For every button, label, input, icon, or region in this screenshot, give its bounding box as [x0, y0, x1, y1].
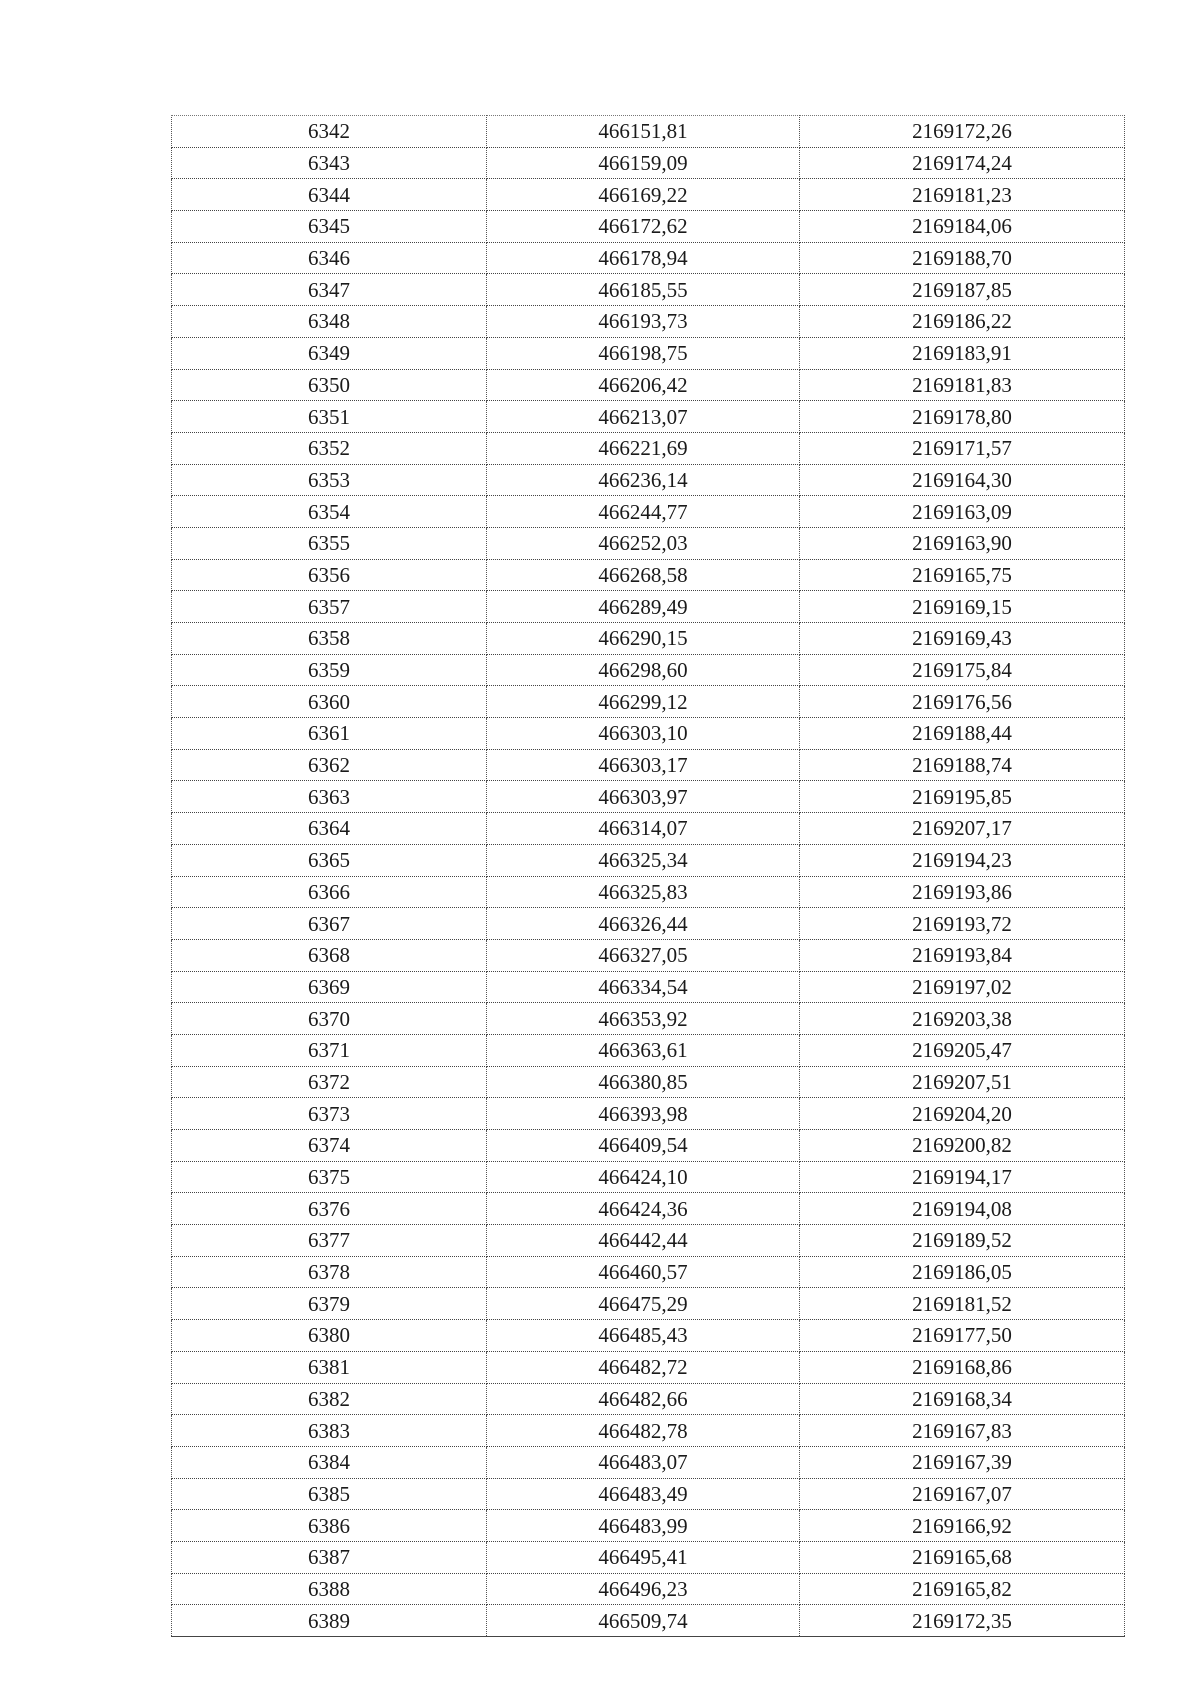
- x-coordinate-cell: 466334,54: [487, 971, 800, 1003]
- y-coordinate-cell: 2169205,47: [800, 1034, 1125, 1066]
- table-row: [172, 306, 1125, 338]
- table-row: [172, 1320, 1125, 1352]
- y-coordinate-cell: 2169178,80: [800, 401, 1125, 433]
- table-row: [172, 1510, 1125, 1542]
- table-row: [172, 623, 1125, 655]
- table-row: [172, 496, 1125, 528]
- y-coordinate-cell: 2169197,02: [800, 971, 1125, 1003]
- x-coordinate-cell: 466289,49: [487, 591, 800, 623]
- table-row: [172, 1066, 1125, 1098]
- table-row: [172, 844, 1125, 876]
- x-coordinate-cell: 466475,29: [487, 1288, 800, 1320]
- point-number-cell: 6359: [172, 654, 487, 686]
- y-coordinate-cell: 2169172,26: [800, 116, 1125, 148]
- y-coordinate-cell: 2169167,39: [800, 1446, 1125, 1478]
- point-number-cell: 6367: [172, 908, 487, 940]
- x-coordinate-cell: 466303,97: [487, 781, 800, 813]
- point-number-cell: 6360: [172, 686, 487, 718]
- point-number-cell: 6351: [172, 401, 487, 433]
- point-number-cell: 6365: [172, 844, 487, 876]
- x-coordinate-cell: 466485,43: [487, 1320, 800, 1352]
- x-coordinate-cell: 466483,49: [487, 1478, 800, 1510]
- point-number-cell: 6347: [172, 274, 487, 306]
- y-coordinate-cell: 2169168,86: [800, 1351, 1125, 1383]
- x-coordinate-cell: 466509,74: [487, 1605, 800, 1637]
- table-row: [172, 1098, 1125, 1130]
- y-coordinate-cell: 2169168,34: [800, 1383, 1125, 1415]
- y-coordinate-cell: 2169207,51: [800, 1066, 1125, 1098]
- point-number-cell: 6348: [172, 306, 487, 338]
- table-row: [172, 242, 1125, 274]
- x-coordinate-cell: 466213,07: [487, 401, 800, 433]
- table-row: [172, 432, 1125, 464]
- point-number-cell: 6355: [172, 527, 487, 559]
- y-coordinate-cell: 2169184,06: [800, 211, 1125, 243]
- point-number-cell: 6346: [172, 242, 487, 274]
- x-coordinate-cell: 466252,03: [487, 527, 800, 559]
- x-coordinate-cell: 466325,34: [487, 844, 800, 876]
- table-row: [172, 1161, 1125, 1193]
- table-row: [172, 971, 1125, 1003]
- x-coordinate-cell: 466327,05: [487, 939, 800, 971]
- table-row: [172, 1003, 1125, 1035]
- x-coordinate-cell: 466495,41: [487, 1541, 800, 1573]
- table-row: [172, 1573, 1125, 1605]
- point-number-cell: 6371: [172, 1034, 487, 1066]
- table-row: [172, 401, 1125, 433]
- y-coordinate-cell: 2169169,15: [800, 591, 1125, 623]
- y-coordinate-cell: 2169163,09: [800, 496, 1125, 528]
- y-coordinate-cell: 2169166,92: [800, 1510, 1125, 1542]
- table-row: [172, 1193, 1125, 1225]
- table-row: [172, 591, 1125, 623]
- point-number-cell: 6361: [172, 718, 487, 750]
- x-coordinate-cell: 466326,44: [487, 908, 800, 940]
- x-coordinate-cell: 466496,23: [487, 1573, 800, 1605]
- x-coordinate-cell: 466442,44: [487, 1225, 800, 1257]
- y-coordinate-cell: 2169194,17: [800, 1161, 1125, 1193]
- x-coordinate-cell: 466424,36: [487, 1193, 800, 1225]
- table-row: [172, 813, 1125, 845]
- point-number-cell: 6379: [172, 1288, 487, 1320]
- x-coordinate-cell: 466290,15: [487, 623, 800, 655]
- y-coordinate-cell: 2169207,17: [800, 813, 1125, 845]
- point-number-cell: 6387: [172, 1541, 487, 1573]
- x-coordinate-cell: 466409,54: [487, 1130, 800, 1162]
- x-coordinate-cell: 466193,73: [487, 306, 800, 338]
- x-coordinate-cell: 466325,83: [487, 876, 800, 908]
- coordinates-table: [171, 115, 1125, 1637]
- table-row: [172, 1415, 1125, 1447]
- y-coordinate-cell: 2169193,84: [800, 939, 1125, 971]
- y-coordinate-cell: 2169171,57: [800, 432, 1125, 464]
- table-row: [172, 1225, 1125, 1257]
- table-row: [172, 939, 1125, 971]
- x-coordinate-cell: 466206,42: [487, 369, 800, 401]
- y-coordinate-cell: 2169164,30: [800, 464, 1125, 496]
- x-coordinate-cell: 466169,22: [487, 179, 800, 211]
- point-number-cell: 6368: [172, 939, 487, 971]
- table-row: [172, 1256, 1125, 1288]
- y-coordinate-cell: 2169186,22: [800, 306, 1125, 338]
- table-row: [172, 274, 1125, 306]
- y-coordinate-cell: 2169194,23: [800, 844, 1125, 876]
- y-coordinate-cell: 2169174,24: [800, 147, 1125, 179]
- y-coordinate-cell: 2169165,68: [800, 1541, 1125, 1573]
- table-row: [172, 369, 1125, 401]
- y-coordinate-cell: 2169169,43: [800, 623, 1125, 655]
- table-row: [172, 1605, 1125, 1637]
- y-coordinate-cell: 2169200,82: [800, 1130, 1125, 1162]
- x-coordinate-cell: 466363,61: [487, 1034, 800, 1066]
- point-number-cell: 6388: [172, 1573, 487, 1605]
- x-coordinate-cell: 466198,75: [487, 337, 800, 369]
- x-coordinate-cell: 466482,66: [487, 1383, 800, 1415]
- y-coordinate-cell: 2169165,75: [800, 559, 1125, 591]
- point-number-cell: 6370: [172, 1003, 487, 1035]
- x-coordinate-cell: 466299,12: [487, 686, 800, 718]
- x-coordinate-cell: 466424,10: [487, 1161, 800, 1193]
- table-row: [172, 1130, 1125, 1162]
- x-coordinate-cell: 466236,14: [487, 464, 800, 496]
- point-number-cell: 6377: [172, 1225, 487, 1257]
- y-coordinate-cell: 2169187,85: [800, 274, 1125, 306]
- y-coordinate-cell: 2169181,83: [800, 369, 1125, 401]
- x-coordinate-cell: 466303,10: [487, 718, 800, 750]
- table-row: [172, 1034, 1125, 1066]
- table-row: [172, 559, 1125, 591]
- table-row: [172, 179, 1125, 211]
- x-coordinate-cell: 466172,62: [487, 211, 800, 243]
- table-row: [172, 147, 1125, 179]
- point-number-cell: 6366: [172, 876, 487, 908]
- x-coordinate-cell: 466353,92: [487, 1003, 800, 1035]
- point-number-cell: 6376: [172, 1193, 487, 1225]
- point-number-cell: 6345: [172, 211, 487, 243]
- x-coordinate-cell: 466303,17: [487, 749, 800, 781]
- x-coordinate-cell: 466314,07: [487, 813, 800, 845]
- point-number-cell: 6382: [172, 1383, 487, 1415]
- point-number-cell: 6344: [172, 179, 487, 211]
- y-coordinate-cell: 2169167,07: [800, 1478, 1125, 1510]
- table-row: [172, 527, 1125, 559]
- point-number-cell: 6356: [172, 559, 487, 591]
- point-number-cell: 6369: [172, 971, 487, 1003]
- x-coordinate-cell: 466178,94: [487, 242, 800, 274]
- table-row: [172, 464, 1125, 496]
- x-coordinate-cell: 466244,77: [487, 496, 800, 528]
- point-number-cell: 6343: [172, 147, 487, 179]
- point-number-cell: 6375: [172, 1161, 487, 1193]
- point-number-cell: 6354: [172, 496, 487, 528]
- y-coordinate-cell: 2169188,74: [800, 749, 1125, 781]
- x-coordinate-cell: 466151,81: [487, 116, 800, 148]
- x-coordinate-cell: 466483,99: [487, 1510, 800, 1542]
- x-coordinate-cell: 466460,57: [487, 1256, 800, 1288]
- y-coordinate-cell: 2169189,52: [800, 1225, 1125, 1257]
- point-number-cell: 6378: [172, 1256, 487, 1288]
- point-number-cell: 6384: [172, 1446, 487, 1478]
- y-coordinate-cell: 2169186,05: [800, 1256, 1125, 1288]
- point-number-cell: 6389: [172, 1605, 487, 1637]
- table-row: [172, 1288, 1125, 1320]
- point-number-cell: 6352: [172, 432, 487, 464]
- table-row: [172, 1383, 1125, 1415]
- x-coordinate-cell: 466483,07: [487, 1446, 800, 1478]
- y-coordinate-cell: 2169167,83: [800, 1415, 1125, 1447]
- y-coordinate-cell: 2169176,56: [800, 686, 1125, 718]
- point-number-cell: 6362: [172, 749, 487, 781]
- x-coordinate-cell: 466159,09: [487, 147, 800, 179]
- point-number-cell: 6381: [172, 1351, 487, 1383]
- x-coordinate-cell: 466221,69: [487, 432, 800, 464]
- table-row: [172, 718, 1125, 750]
- y-coordinate-cell: 2169163,90: [800, 527, 1125, 559]
- y-coordinate-cell: 2169183,91: [800, 337, 1125, 369]
- point-number-cell: 6363: [172, 781, 487, 813]
- y-coordinate-cell: 2169193,86: [800, 876, 1125, 908]
- y-coordinate-cell: 2169175,84: [800, 654, 1125, 686]
- table-row: [172, 686, 1125, 718]
- table-row: [172, 781, 1125, 813]
- table-row: [172, 654, 1125, 686]
- table-row: [172, 211, 1125, 243]
- y-coordinate-cell: 2169181,23: [800, 179, 1125, 211]
- table-row: [172, 876, 1125, 908]
- y-coordinate-cell: 2169194,08: [800, 1193, 1125, 1225]
- point-number-cell: 6358: [172, 623, 487, 655]
- y-coordinate-cell: 2169188,44: [800, 718, 1125, 750]
- point-number-cell: 6342: [172, 116, 487, 148]
- y-coordinate-cell: 2169195,85: [800, 781, 1125, 813]
- x-coordinate-cell: 466268,58: [487, 559, 800, 591]
- point-number-cell: 6374: [172, 1130, 487, 1162]
- table-row: [172, 1541, 1125, 1573]
- x-coordinate-cell: 466482,78: [487, 1415, 800, 1447]
- table-row: [172, 1351, 1125, 1383]
- point-number-cell: 6383: [172, 1415, 487, 1447]
- y-coordinate-cell: 2169204,20: [800, 1098, 1125, 1130]
- point-number-cell: 6386: [172, 1510, 487, 1542]
- table-row: [172, 749, 1125, 781]
- y-coordinate-cell: 2169181,52: [800, 1288, 1125, 1320]
- x-coordinate-cell: 466185,55: [487, 274, 800, 306]
- x-coordinate-cell: 466380,85: [487, 1066, 800, 1098]
- point-number-cell: 6385: [172, 1478, 487, 1510]
- point-number-cell: 6364: [172, 813, 487, 845]
- point-number-cell: 6353: [172, 464, 487, 496]
- coordinates-table-body: [172, 116, 1125, 1637]
- table-row: [172, 116, 1125, 148]
- point-number-cell: 6380: [172, 1320, 487, 1352]
- y-coordinate-cell: 2169193,72: [800, 908, 1125, 940]
- point-number-cell: 6350: [172, 369, 487, 401]
- table-row: [172, 1478, 1125, 1510]
- y-coordinate-cell: 2169177,50: [800, 1320, 1125, 1352]
- y-coordinate-cell: 2169188,70: [800, 242, 1125, 274]
- x-coordinate-cell: 466482,72: [487, 1351, 800, 1383]
- y-coordinate-cell: 2169203,38: [800, 1003, 1125, 1035]
- table-row: [172, 1446, 1125, 1478]
- y-coordinate-cell: 2169165,82: [800, 1573, 1125, 1605]
- x-coordinate-cell: 466393,98: [487, 1098, 800, 1130]
- point-number-cell: 6349: [172, 337, 487, 369]
- y-coordinate-cell: 2169172,35: [800, 1605, 1125, 1637]
- x-coordinate-cell: 466298,60: [487, 654, 800, 686]
- point-number-cell: 6357: [172, 591, 487, 623]
- table-row: [172, 337, 1125, 369]
- point-number-cell: 6373: [172, 1098, 487, 1130]
- table-row: [172, 908, 1125, 940]
- point-number-cell: 6372: [172, 1066, 487, 1098]
